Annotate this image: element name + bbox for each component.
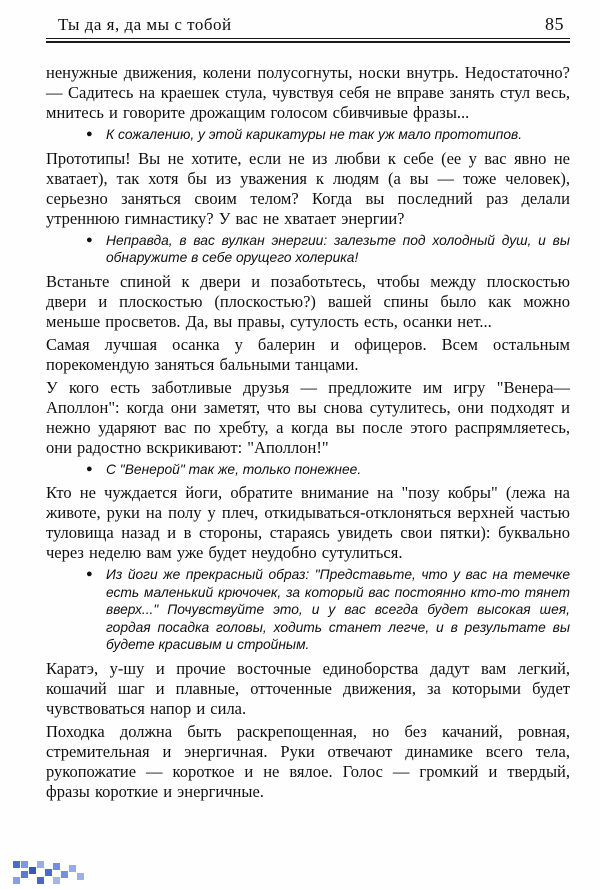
bullet-icon: ● [86,128,93,140]
bullet-item [86,461,570,479]
bullet-text: К сожалению, у этой карикатуры не так уж мало прототипов. [106,127,523,142]
page-number: 85 [545,14,564,34]
paragraph: Кто не чуждается йоги, обратите внимание на "позу кобры" (лежа на животе, руки на полу у плеч, откидываться-отклоняться верхней частью туловища назад и в стороны, стараясь увидеть свои пятки): буквально через неделю вам уже будет неудобно сутулиться. [46,483,570,562]
running-title: Ты да я, да мы с тобой [58,15,232,34]
paragraph: Самая лучшая осанка у балерин и офицеров. Всем остальным порекомендую заняться бальными танцами. [46,334,570,374]
paragraph: Прототипы! Вы не хотите, если не из любви к себе (ее у вас явно не хватает), так хотя бы из уважения к людям (а вы — тоже человек), серьезно заняться своим телом? Когда вы последний раз делали утреннюю гимнастику? У вас не хватает энергии? [46,148,570,228]
header-rule [46,38,570,43]
bullet-item [86,566,570,654]
bullet-item [86,232,570,267]
page-header [46,14,570,35]
bullet-text: Неправда, в вас вулкан энергии: залезьте под холодный душ, и вы обнаружите в себе орущего холерика! [106,232,570,265]
paragraph: У кого есть заботливые друзья — предложите им игру "Венера—Аполлон": когда они заметят, что вы снова сутулитесь, они подходят и нежно ударяют вас по хребту, а когда вы после этого распрямляетесь, они радостно вскрикивают: "Аполлон!" [46,377,570,457]
paragraph: ненужные движения, колени полусогнуты, носки внутрь. Недостаточно? — Садитесь на краешек стула, чувствуя себя не вправе занять стул весь, мнитесь и говорите дрожащим голосом сбивчивые фразы... [46,63,570,122]
paragraph: Каратэ, у-шу и прочие восточные единоборства дадут вам легкий, кошачий шаг и плавные, отточенные движения, за которыми будет чувствоваться напор и сила. [46,658,570,718]
bullet-text: Из йоги же прекрасный образ: "Представьте, что у вас на темечке есть маленький крючочек, за который вас постоянно кто-то тянет вверх..." Почувствуйте это, и у вас всегда будет высокая шея, гордая посадка головы, ходить станет легче, и в результате вы будете красивым и стройным. [106,567,570,652]
bullet-item [86,126,570,144]
bullet-icon: ● [86,462,93,475]
bullet-icon: ● [86,233,93,246]
bullet-icon: ● [86,568,93,580]
body-text [46,63,570,802]
paragraph: Походка должна быть раскрепощенная, но без качаний, ровная, стремительная и энергичная. Руки отвечают динамике всего тела, рукопожатие — короткое и не вялое. Голос — громкий и твердый, фразы короткие и энергичные. [46,721,570,801]
paragraph: Встаньте спиной к двери и позаботьтесь, чтобы между плоскостью двери и плоскостью (плоскостью?) вашей спины было как можно меньше просветов. Да, вы правы, сутулость есть, осанки нет... [46,271,570,331]
watermark-logo [13,857,89,887]
bullet-text: С "Венерой" так же, только понежнее. [106,461,362,477]
